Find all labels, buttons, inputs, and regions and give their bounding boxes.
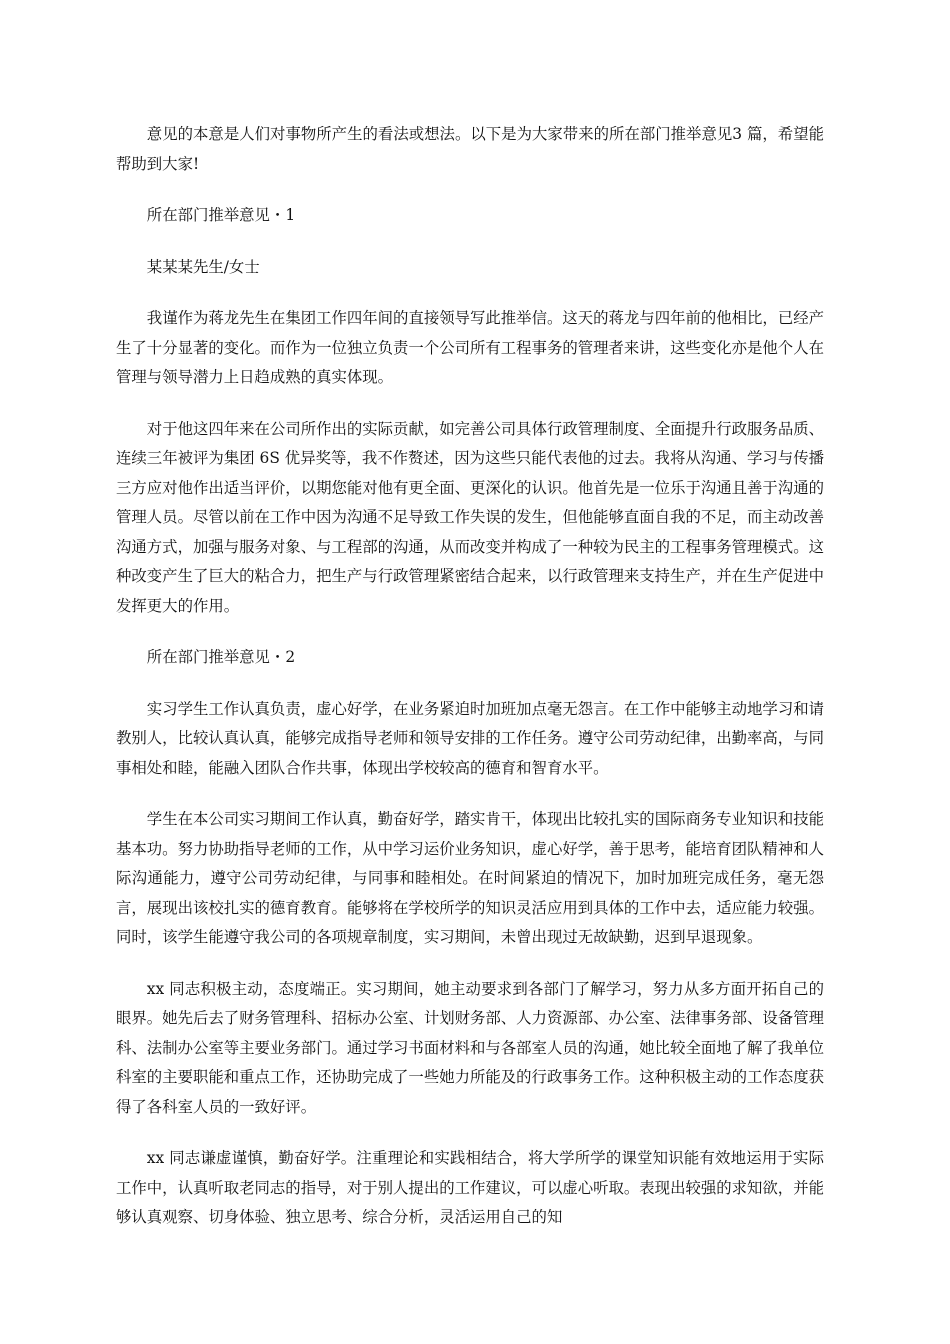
section-2-paragraph-4: xx 同志谦虚谨慎，勤奋好学。注重理论和实践相结合，将大学所学的课堂知识能有效地运用于实际工作中，认真听取老同志的指导，对于别人提出的工作建议，可以虚心听取。表现出较强的求知欲，并能够认真观察、切身体验、独立思考、综合分析，灵活运用自己的知 (116, 1149, 824, 1226)
section-1-title: 所在部门推举意见・1 (146, 206, 296, 224)
document-page (116, 120, 824, 1255)
section-2-title: 所在部门推举意见・2 (146, 648, 296, 666)
section-1-paragraph-1: 我谨作为蒋龙先生在集团工作四年间的直接领导写此推举信。这天的蒋龙与四年前的他相比，已经产生了十分显著的变化。而作为一位独立负责一个公司所有工程事务的管理者来讲，这些变化亦是他个人在管理与领导潜力上日趋成熟的真实体现。 (116, 309, 824, 386)
salutation: 某某某先生/女士 (146, 257, 260, 276)
intro-paragraph: 意见的本意是人们对事物所产生的看法或想法。以下是为大家带来的所在部门推举意见3 篇，希望能帮助到大家! (116, 125, 824, 173)
section-2-paragraph-2: 学生在本公司实习期间工作认真，勤奋好学，踏实肯干，体现出比较扎实的国际商务专业知识和技能基本功。努力协助指导老师的工作，从中学习运价业务知识，虚心好学，善于思考，能培育团队精神和人际沟通能力，遵守公司劳动纪律，与同事和睦相处。在时间紧迫的情况下，加时加班完成任务，毫无怨言，展现出该校扎实的德育教育。能够将在学校所学的知识灵活应用到具体的工作中去，适应能力较强。同时，该学生能遵守我公司的各项规章制度，实习期间，未曾出现过无故缺勤，迟到早退现象。 (116, 810, 824, 946)
section-2-paragraph-3: xx 同志积极主动，态度端正。实习期间，她主动要求到各部门了解学习，努力从多方面开拓自己的眼界。她先后去了财务管理科、招标办公室、计划财务部、人力资源部、办公室、法律事务部、设备管理科、法制办公室等主要业务部门。通过学习书面材料和与各部室人员的沟通，她比较全面地了解了我单位科室的主要职能和重点工作，还协助完成了一些她力所能及的行政事务工作。这种积极主动的工作态度获得了各科室人员的一致好评。 (116, 979, 824, 1116)
section-2-paragraph-1: 实习学生工作认真负责，虚心好学，在业务紧迫时加班加点毫无怨言。在工作中能够主动地学习和请教别人，比较认真认真，能够完成指导老师和领导安排的工作任务。遵守公司劳动纪律，出勤率高，与同事相处和睦，能融入团队合作共事，体现出学校较高的德育和智育水平。 (116, 699, 824, 777)
section-1-paragraph-2: 对于他这四年来在公司所作出的实际贡献，如完善公司具体行政管理制度、全面提升行政服务品质、连续三年被评为集团 6S 优异奖等，我不作赘述，因为这些只能代表他的过去。我将从沟通、学习与传播三方应对他作出适当评价，以期您能对他有更全面、更深化的认识。他首先是一位乐于沟通且善于沟通的管理人员。尽管以前在工作中因为沟通不足导致工作失误的发生，但他能够直面自我的不足，而主动改善沟通方式，加强与服务对象、与工程部的沟通，从而改变并构成了一种较为民主的工程事务管理模式。这种改变产生了巨大的粘合力，把生产与行政管理紧密结合起来，以行政管理来支持生产，并在生产促进中发挥更大的作用。 (116, 419, 824, 615)
